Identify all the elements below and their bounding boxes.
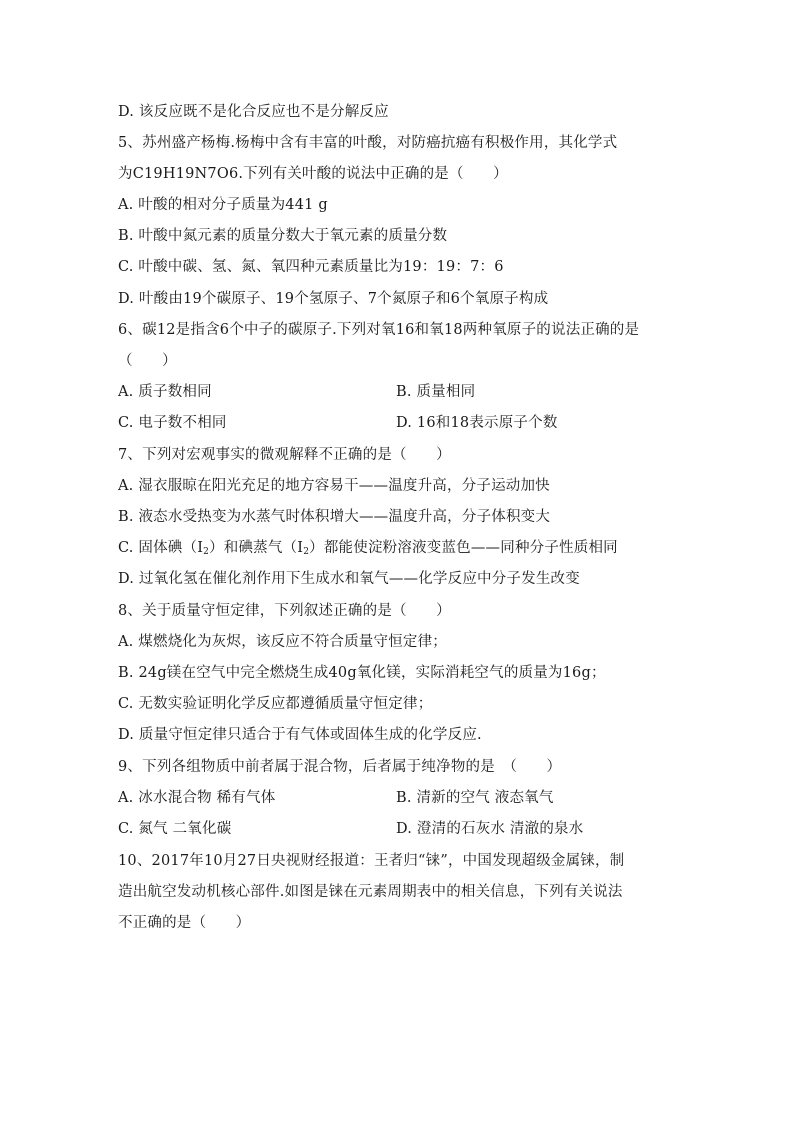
- q7-c-part3: ）都能使淀粉溶液变蓝色——同种分子性质相同: [309, 540, 618, 556]
- q8-option-c: C. 无数实验证明化学反应都遵循质量守恒定律；: [118, 696, 433, 712]
- q5-option-c: C. 叶酸中碳、氢、氮、氧四种元素质量比为19：19：7：6: [118, 259, 504, 275]
- q9-option-c: C. 氮气 二氧化碳: [118, 821, 232, 837]
- q10-stem-line3: 不正确的是（ ）: [118, 915, 251, 931]
- subscript: 2: [303, 547, 310, 557]
- q9-option-d: D. 澄清的石灰水 清澈的泉水: [396, 821, 584, 837]
- q7-option-a: A. 湿衣服晾在阳光充足的地方容易干——温度升高，分子运动加快: [118, 478, 550, 494]
- q10-stem-line2: 造出航空发动机核心部件.如图是铼在元素周期表中的相关信息，下列有关说法: [118, 884, 623, 900]
- q9-option-a: A. 冰水混合物 稀有气体: [118, 790, 276, 806]
- q6-option-a: A. 质子数相同: [118, 384, 212, 400]
- q10-stem-line1: 10、2017年10月27日央视财经报道：王者归“铼”，中国发现超级金属铼，制: [118, 853, 625, 869]
- q5-stem-line2: 为C19H19N7O6.下列有关叶酸的说法中正确的是（ ）: [118, 166, 508, 182]
- q5-option-d: D. 叶酸由19个碳原子、19个氢原子、7个氮原子和6个氧原子构成: [118, 291, 549, 307]
- q5-option-a: A. 叶酸的相对分子质量为441 g: [118, 197, 328, 213]
- q5-option-b: B. 叶酸中氮元素的质量分数大于氧元素的质量分数: [118, 228, 448, 244]
- q7-option-d: D. 过氧化氢在催化剂作用下生成水和氧气——化学反应中分子发生改变: [118, 571, 580, 587]
- q9-option-b: B. 清新的空气 液态氧气: [396, 790, 554, 806]
- q5-stem-line1: 5、苏州盛产杨梅.杨梅中含有丰富的叶酸，对防癌抗癌有积极作用，其化学式: [118, 135, 618, 151]
- q4-option-d: D. 该反应既不是化合反应也不是分解反应: [118, 104, 389, 120]
- q6-stem-line2: （ ）: [118, 353, 177, 369]
- q6-stem-line1: 6、碳12是指含6个中子的碳原子.下列对氧16和氧18两种氧原子的说法正确的是: [118, 322, 640, 338]
- subscript: 2: [203, 547, 210, 557]
- q8-stem: 8、关于质量守恒定律，下列叙述正确的是（ ）: [118, 603, 451, 619]
- q9-stem: 9、下列各组物质中前者属于混合物，后者属于纯净物的是 （ ）: [118, 759, 562, 775]
- q6-option-b: B. 质量相同: [396, 384, 476, 400]
- q7-option-b: B. 液态水受热变为水蒸气时体积增大——温度升高，分子体积变大: [118, 509, 551, 525]
- q6-option-d: D. 16和18表示原子个数: [396, 415, 558, 431]
- q8-option-b: B. 24g镁在空气中完全燃烧生成40g氧化镁，实际消耗空气的质量为16g；: [118, 665, 606, 681]
- q8-option-d: D. 质量守恒定律只适合于有气体或固体生成的化学反应.: [118, 727, 482, 743]
- q6-option-c: C. 电子数不相同: [118, 415, 227, 431]
- q7-stem: 7、下列对宏观事实的微观解释不正确的是（ ）: [118, 447, 451, 463]
- q7-option-c: [118, 539, 618, 561]
- q7-c-part2: ）和碘蒸气（I: [209, 540, 304, 556]
- q7-c-part1: C. 固体碘（I: [118, 540, 204, 556]
- q8-option-a: A. 煤燃烧化为灰烬，该反应不符合质量守恒定律；: [118, 634, 447, 650]
